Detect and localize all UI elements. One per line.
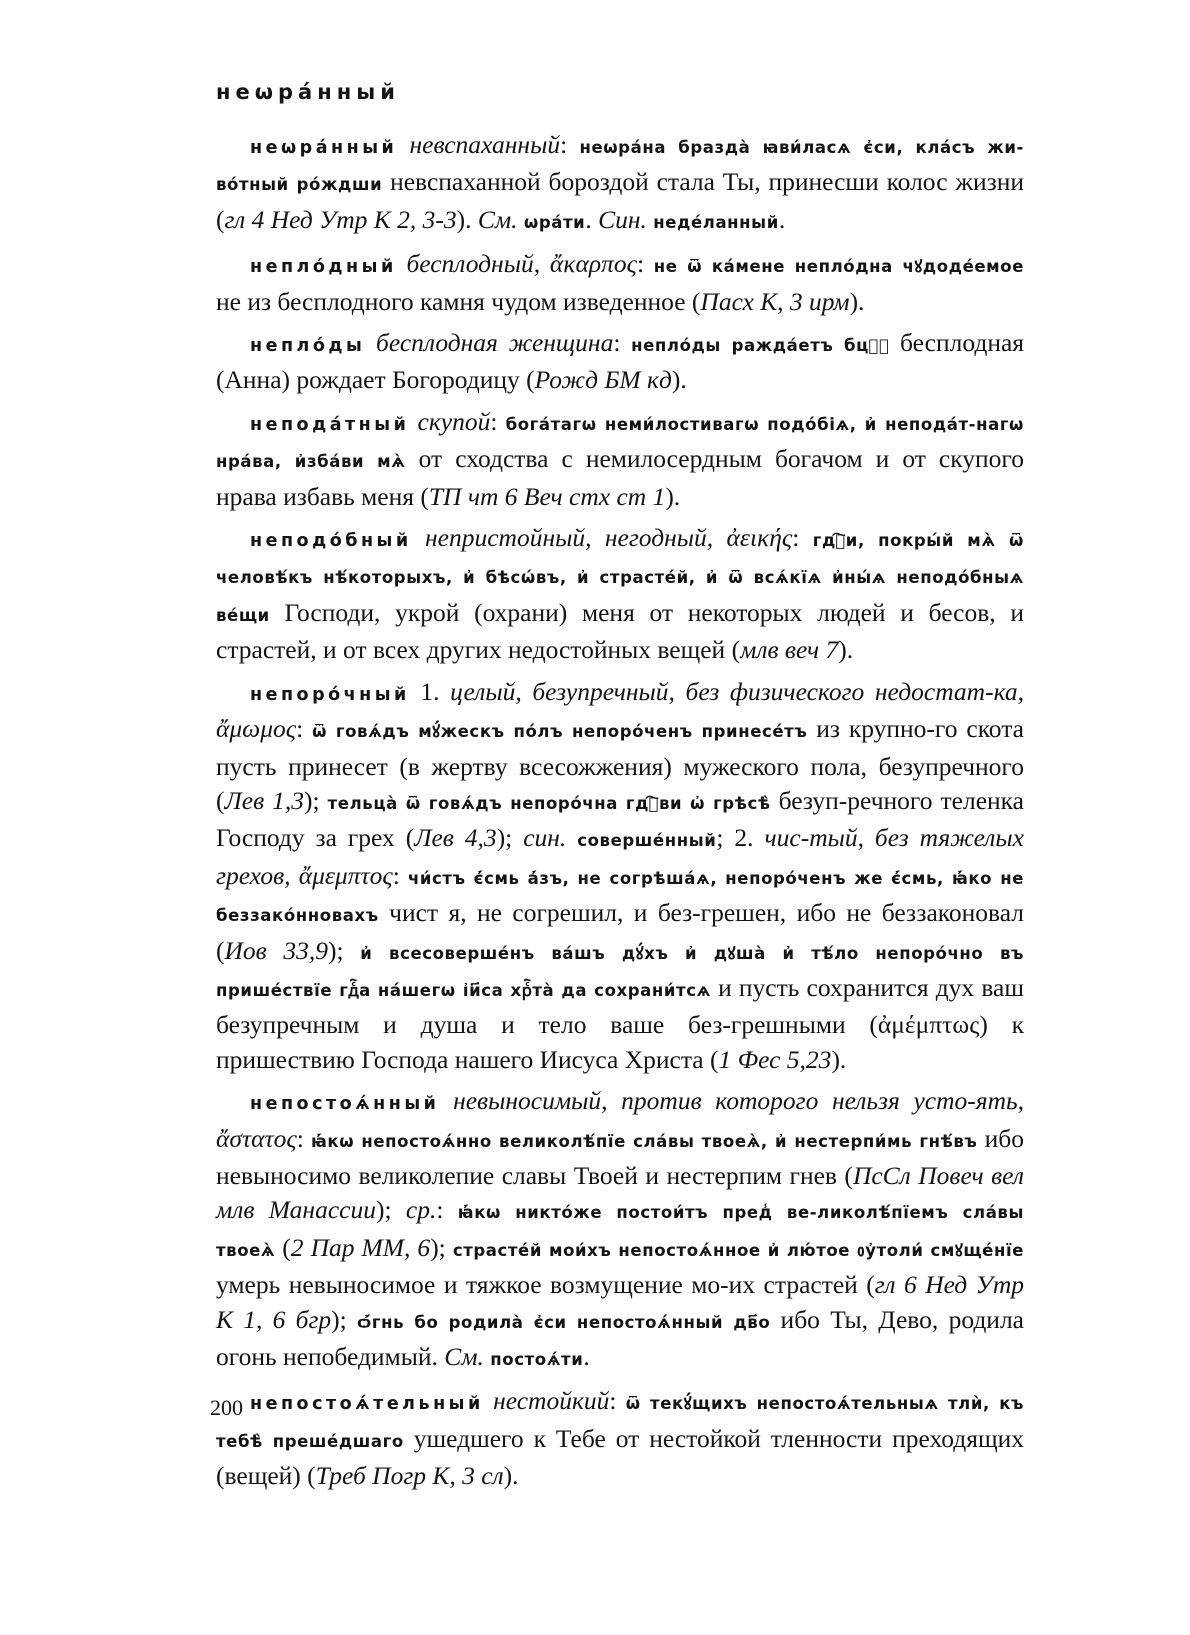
entries (216, 128, 1024, 1501)
church-slavonic-citation: тельца̀ ѿ говѧ́дъ непоро́чна гдⷭ҇ви ѡ҆ грѣсѣ̀ (327, 793, 771, 813)
russian-text: : (296, 714, 313, 744)
russian-text: ); (328, 935, 361, 965)
russian-text: ). (503, 1461, 519, 1491)
russian-text: ибо Ты, Дево, родила огонь непобедимый. (216, 1304, 1025, 1371)
russian-text: ибо невыносимо великолепие славы Твоей и нестерпим гнев ( (216, 1123, 1024, 1190)
russian-text: Господи, укрой (охрани) меня от некоторых людей и бесов, и страстей, и от всех других недостойных вещей ( (216, 597, 1024, 665)
russian-text: ). (665, 481, 681, 511)
russian-text: . (585, 204, 599, 234)
russian-text: ); (430, 1232, 453, 1262)
gloss-italic: син. (523, 823, 567, 853)
gloss-italic: Треб Погр К, 3 сл (315, 1461, 504, 1491)
gloss-italic: бесплодная женщина (376, 328, 614, 358)
russian-text: безуп-речного теленка Господу за грех ( (216, 785, 1024, 853)
russian-text: ). (456, 204, 478, 234)
church-slavonic-citation: ѡра́ти (523, 212, 586, 232)
russian-text: ; 2. (716, 823, 765, 853)
dictionary-entry (216, 1084, 1024, 1377)
russian-text: : (296, 1123, 312, 1153)
running-head: неѡра́нный (216, 80, 400, 104)
gloss-italic: 2 Пар ММ, 6 (290, 1232, 431, 1262)
gloss-italic: Иов 33,9 (224, 935, 329, 965)
headword: непоро́чный (250, 684, 410, 705)
russian-text (439, 1086, 453, 1115)
gloss-italic: ТП чт 6 Веч стх ст 1 (428, 481, 666, 511)
russian-text: : (792, 523, 813, 553)
page-number: 200 (210, 1395, 243, 1420)
church-slavonic-citation: бога́тагѡ неми́лостивагѡ подо́біѧ, и҆ непода́т-нагѡ нра́ва, и҆зба́ви мѧ̀ (216, 414, 1024, 472)
russian-text: ( (275, 1232, 291, 1262)
russian-text (484, 1386, 493, 1415)
gloss-italic: ср. (405, 1195, 437, 1225)
gloss-italic: гл 4 Нед Утр К 2, 3-3 (224, 204, 457, 234)
gloss-italic: 1 Фес 5,23 (718, 1044, 832, 1074)
gloss-italic: скупой (417, 406, 491, 436)
russian-text: из крупно-го скота пусть принесет (в жертву всесожжения) мужеского пола, безупречного ( (216, 714, 1024, 815)
headword: непостоѧ́тельный (250, 1394, 484, 1415)
gloss-italic: нестойкий (493, 1386, 610, 1416)
russian-text: ); (496, 823, 524, 853)
church-slavonic-citation: соверше́нный (577, 831, 717, 851)
gloss-italic: невспаханный (409, 130, 561, 159)
church-slavonic-citation: ѻ҆́гнь бо родила̀ є҆си непостоѧ́нный дв҃о (357, 1312, 771, 1332)
church-slavonic-citation: неѡра́на бразда̀ ꙗви́ласѧ є҆си, кла́съ жи-во́тный ро́ждши (216, 138, 1024, 195)
russian-text: ушедшего к Тебе от нестойкой тленности преходящих (вещей) ( (216, 1423, 1024, 1491)
dictionary-entry (216, 128, 1024, 240)
russian-text (397, 130, 409, 159)
russian-text: . (583, 1342, 590, 1371)
dictionary-entry (216, 521, 1024, 668)
dictionary-entry (216, 1384, 1024, 1493)
church-slavonic-citation: не ѿ ка́мене непло́дна чꙋдоде́емое (653, 257, 1024, 277)
russian-text: ). (849, 286, 865, 316)
gloss-italic: Лев 4,3 (414, 823, 497, 853)
headword: непло́ды (250, 336, 366, 357)
russian-text (412, 523, 425, 552)
church-slavonic-citation: неде́ланный (653, 212, 779, 232)
dictionary-entry (216, 247, 1024, 319)
russian-text (409, 407, 417, 436)
gloss-italic: млв веч 7 (740, 635, 839, 665)
russian-text: : (436, 1195, 458, 1225)
russian-text (397, 249, 407, 278)
gloss-italic: бесплодный, ἄκαρπος (406, 249, 637, 279)
russian-text: 1. (409, 676, 451, 706)
gloss-italic: См. (444, 1342, 484, 1371)
russian-text (566, 823, 577, 852)
russian-text: . (778, 204, 786, 234)
church-slavonic-citation: ꙗ҆́кѡ никто́же постои́тъ пред̾ ве-ликолѣ́пїемъ сла́вы твоеѧ̀ (216, 1203, 1024, 1260)
gloss-italic: чис-тый, без тяжелых грехов, ἄμεμπτος (216, 823, 1024, 890)
church-slavonic-citation: и҆ всесоверше́нъ ва́шъ дꙋ́хъ и҆ дꙋша̀ и҆ тѣ́ло непоро́чно въ прише́ствїе гдⷭ҇а на́шегѡ і҆и҃са хрⷭ҇та̀ да сохрани́тсѧ (216, 943, 1025, 1000)
headword: непло́дный (250, 257, 397, 278)
church-slavonic-citation: ѿ текꙋ́щихъ непостоѧ́тельныѧ тлѝ, къ тебѣ̀ преше́дшаго (216, 1394, 1024, 1451)
russian-text: от сходства с немилосердным богачом и от скупого нрава избавь меня ( (216, 444, 1024, 511)
church-slavonic-citation: непло́ды ражда́етъ бцⷣꙋ (631, 336, 890, 356)
russian-text: ); (331, 1304, 358, 1334)
gloss-italic: См. (477, 204, 518, 234)
gloss-italic: Пасх К, 3 ирм (700, 286, 850, 316)
russian-text: и пусть сохранится дух ваш безупречным и душа и тело ваше без-грешными (ἀμέμπτως) к пришествию Господа нашего Иисуса Христа ( (216, 972, 1024, 1074)
russian-text (365, 328, 376, 357)
headword: неѡра́нный (250, 138, 398, 158)
headword: неподо́бный (250, 531, 412, 552)
russian-text: ). (838, 635, 854, 665)
russian-text: : (392, 860, 408, 890)
gloss-italic: ПсСл Повеч вел млв Манассии (216, 1160, 1024, 1225)
russian-text: ); (375, 1195, 406, 1225)
gloss-italic: Рожд БМ кд (534, 365, 672, 395)
russian-text: невспаханной бороздой стала Ты, принесши колос жизни ( (216, 167, 1024, 234)
gloss-italic: Лев 1,3 (224, 785, 305, 815)
dictionary-entry (216, 405, 1024, 514)
russian-text: не из бесплодного камня чудом изведенное ( (216, 286, 701, 316)
gloss-italic: невыносимый, против которого нельзя усто-ять, ἄστατος (216, 1086, 1025, 1153)
headword: непода́тный (250, 414, 410, 435)
headword: непостоѧ́нный (250, 1094, 440, 1115)
russian-text: : (560, 130, 580, 159)
russian-text: : (609, 1386, 626, 1416)
church-slavonic-citation: постоѧ́ти (490, 1350, 584, 1369)
church-slavonic-citation: гдⷭ҇и, покры́й мѧ̀ ѿ человѣ́къ нѣ́которыхъ, и҆ бѣсѡ́въ, и҆ страсте́й, и҆ ѿ всѧ́кїѧ и҆ны́ѧ неподо́бныѧ ве́щи (216, 531, 1025, 625)
dictionary-entry (216, 675, 1024, 1077)
dictionary-entry (216, 326, 1024, 398)
gloss-italic: Син. (598, 204, 647, 234)
church-slavonic-citation: страсте́й мои́хъ непостоѧ́нное и҆ лю́тое ᲂу҆толи́ смꙋще́нїе (452, 1240, 1024, 1260)
church-slavonic-citation: чи́стъ є҆́смь а҆́зъ, не согрѣша́ѧ, непоро́ченъ же є҆́смь, ꙗ҆́ко не беззако́нновахъ (216, 868, 1024, 926)
russian-text: бесплодная (Анна) рождает Богородицу ( (216, 328, 1025, 395)
gloss-italic: непристойный, негодный, ἀεικής (425, 523, 793, 553)
russian-text: : (613, 328, 632, 358)
russian-text: : (636, 249, 654, 279)
russian-text: чист я, не согрешил, и без-грешен, ибо не беззаконовал ( (216, 898, 1024, 965)
church-slavonic-citation: ѿ говѧ́дъ мꙋ́жескъ по́лъ непоро́ченъ принесе́тъ (312, 722, 808, 742)
russian-text: умерь невыносимое и тяжкое возмущение мо-их страстей ( (216, 1270, 875, 1300)
russian-text: ). (831, 1044, 847, 1074)
gloss-italic: целый, безупречный, без физического недостат-ка, ἄμωμος (216, 676, 1024, 744)
russian-text: ); (304, 785, 328, 815)
russian-text: ). (671, 365, 687, 395)
gloss-italic: гл 6 Нед Утр К 1, 6 бгр (216, 1270, 1024, 1334)
church-slavonic-citation: ꙗ҆́кѡ непостоѧ́нно великолѣ́пїе сла́вы твоеѧ̀, и҆ нестерпи́мь гнѣ́въ (311, 1131, 978, 1151)
russian-text: : (490, 406, 506, 436)
